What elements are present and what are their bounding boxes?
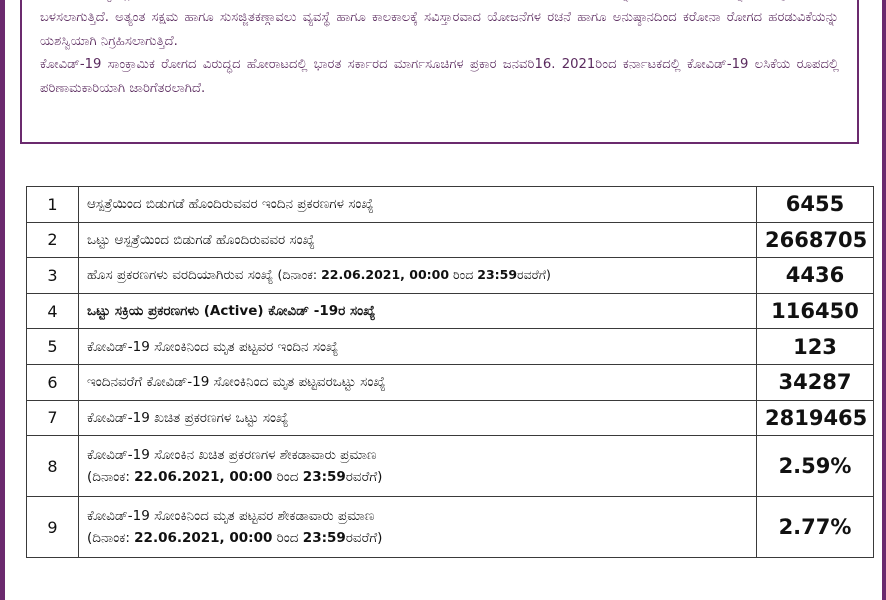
date-note-datetime: 22.06.2021, 00:00 [134,469,273,486]
table-row [27,364,874,400]
date-note-mid: ರಿಂದ [449,267,478,283]
date-note-datetime: 22.06.2021, 00:00 [134,530,273,547]
row-label-text: ಹೊಸ ಪ್ರಕರಣಗಳು ವರದಿಯಾಗಿರುವ ಸಂಖ್ಯೆ [87,267,274,284]
row-value: 2.77% [757,497,874,558]
row-label-with-date [79,436,757,497]
row-value: 123 [757,329,874,365]
row-value: 34287 [757,364,874,400]
date-note-open: (ದಿನಾಂಕ: [87,469,135,486]
row-number: 3 [27,258,79,294]
row-label: ಇಂದಿನವರೆಗೆ ಕೋವಿಡ್-19 ಸೋಂಕಿನಿಂದ ಮೃತ ಪಟ್ಟವರಒಟ್ಟು ಸಂಖ್ಯೆ [79,364,757,400]
row-value: 6455 [757,187,874,223]
row-label: ಕೋವಿಡ್-19 ಖಚಿತ ಪ್ರಕರಣಗಳ ಒಟ್ಟು ಸಂಖ್ಯೆ [79,400,757,436]
table-row [27,187,874,223]
row-label: ಒಟ್ಟು ಸಕ್ರಿಯ ಪ್ರಕರಣಗಳು (Active) ಕೋವಿಡ್ -19ರ ಸಂಖ್ಯೆ [79,293,757,329]
date-note-close: ರವರೆಗೆ) [517,267,551,283]
date-note-open: (ದಿನಾಂಕ: [277,267,322,283]
intro-paragraph-1 [40,0,839,54]
row-number: 8 [27,436,79,497]
row-value: 2668705 [757,222,874,258]
row-label: ಒಟ್ಟು ಆಸ್ಪತ್ರೆಯಿಂದ ಬಿಡುಗಡೆ ಹೊಂದಿರುವವರ ಸಂಖ್ಯೆ [79,222,757,258]
table-row [27,222,874,258]
date-note-end-time: 23:59 [302,530,346,547]
date-note-mid: ರಿಂದ [272,530,303,547]
row-number: 2 [27,222,79,258]
row-label-text: ಕೋವಿಡ್-19 ಸೋಂಕಿನಿಂದ ಮೃತ ಪಟ್ಟವರ ಶೇಕಡಾವಾರು ಪ್ರಮಾಣ [87,508,375,525]
date-note [87,530,748,546]
stats-table [26,186,874,558]
table-row [27,293,874,329]
row-label: ಕೋವಿಡ್-19 ಸೋಂಕಿನಿಂದ ಮೃತ ಪಟ್ಟವರ ಇಂದಿನ ಸಂಖ್ಯೆ [79,329,757,365]
row-value: 4436 [757,258,874,294]
row-number: 5 [27,329,79,365]
row-number: 9 [27,497,79,558]
date-note [87,469,748,485]
row-number: 6 [27,364,79,400]
row-label-text: ಕೋವಿಡ್-19 ಸೋಂಕಿನ ಖಚಿತ ಪ್ರಕರಣಗಳ ಶೇಕಡಾವಾರು ಪ್ರಮಾಣ [87,447,377,464]
row-number: 7 [27,400,79,436]
row-label: ಆಸ್ಪತ್ರೆಯಿಂದ ಬಿಡುಗಡೆ ಹೊಂದಿರುವವರ ಇಂದಿನ ಪ್ರಕರಣಗಳ ಸಂಖ್ಯೆ [79,187,757,223]
date-note-open: (ದಿನಾಂಕ: [87,530,135,547]
date-note [277,267,551,282]
date-note-datetime: 22.06.2021, 00:00 [321,267,450,283]
row-number: 4 [27,293,79,329]
date-note-end-time: 23:59 [477,267,518,283]
date-note-close: ರವರೆಗೆ) [345,530,383,547]
table-row [27,497,874,558]
intro-box [20,0,859,144]
intro-line-0 [40,0,569,1]
intro-paragraph-1-rest: ಬಳಸಲಾಗುತ್ತಿದೆ. ಅತ್ಯಂತ ಸಕ್ಷಮ ಹಾಗೂ ಸುಸಜ್ಜಿತಕಣ್ಗಾವಲು ವ್ಯವಸ್ಥೆ ಹಾಗೂ ಕಾಲಕಾಲಕ್ಕೆ ಸವಿಸ್ತಾರವಾದ ಯೋಜನೆಗಳ ರಚನೆ ಹಾಗೂ ಅನುಷ್ಠಾನದಿಂದ ಕರೋನಾ ರೋಗದ ಹರಡುವಿಕೆಯನ್ನು ಯಶಸ್ವಿಯಾಗಿ ನಿಗ್ರಹಿಸಲಾಗುತ್ತಿದೆ. [40,10,839,49]
row-number: 1 [27,187,79,223]
table-row [27,436,874,497]
date-note-close: ರವರೆಗೆ) [345,469,383,486]
page-border-right [882,0,886,600]
row-value: 2.59% [757,436,874,497]
table-row [27,258,874,294]
row-label-with-date [79,258,757,294]
table-row [27,329,874,365]
page-border-left [0,0,5,600]
intro-paragraph-2: ಕೋವಿಡ್-19 ಸಾಂಕ್ರಾಮಿಕ ರೋಗದ ವಿರುದ್ಧದ ಹೋರಾಟದಲ್ಲಿ ಭಾರತ ಸರ್ಕಾರದ ಮಾರ್ಗಸೂಚಿಗಳ ಪ್ರಕಾರ ಜನವರಿ16. 2021ರಿಂದ ಕರ್ನಾಟಕದಲ್ಲಿ ಕೋವಿಡ್-19 ಲಸಿಕೆಯ ರೂಪದಲ್ಲಿ ಪರಿಣಾಮಕಾರಿಯಾಗಿ ಜಾರಿಗೆತರಲಾಗಿದೆ. [40,57,839,96]
row-value: 2819465 [757,400,874,436]
row-label-with-date [79,497,757,558]
table-row [27,400,874,436]
date-note-mid: ರಿಂದ [272,469,303,486]
row-value: 116450 [757,293,874,329]
date-note-end-time: 23:59 [302,469,346,486]
